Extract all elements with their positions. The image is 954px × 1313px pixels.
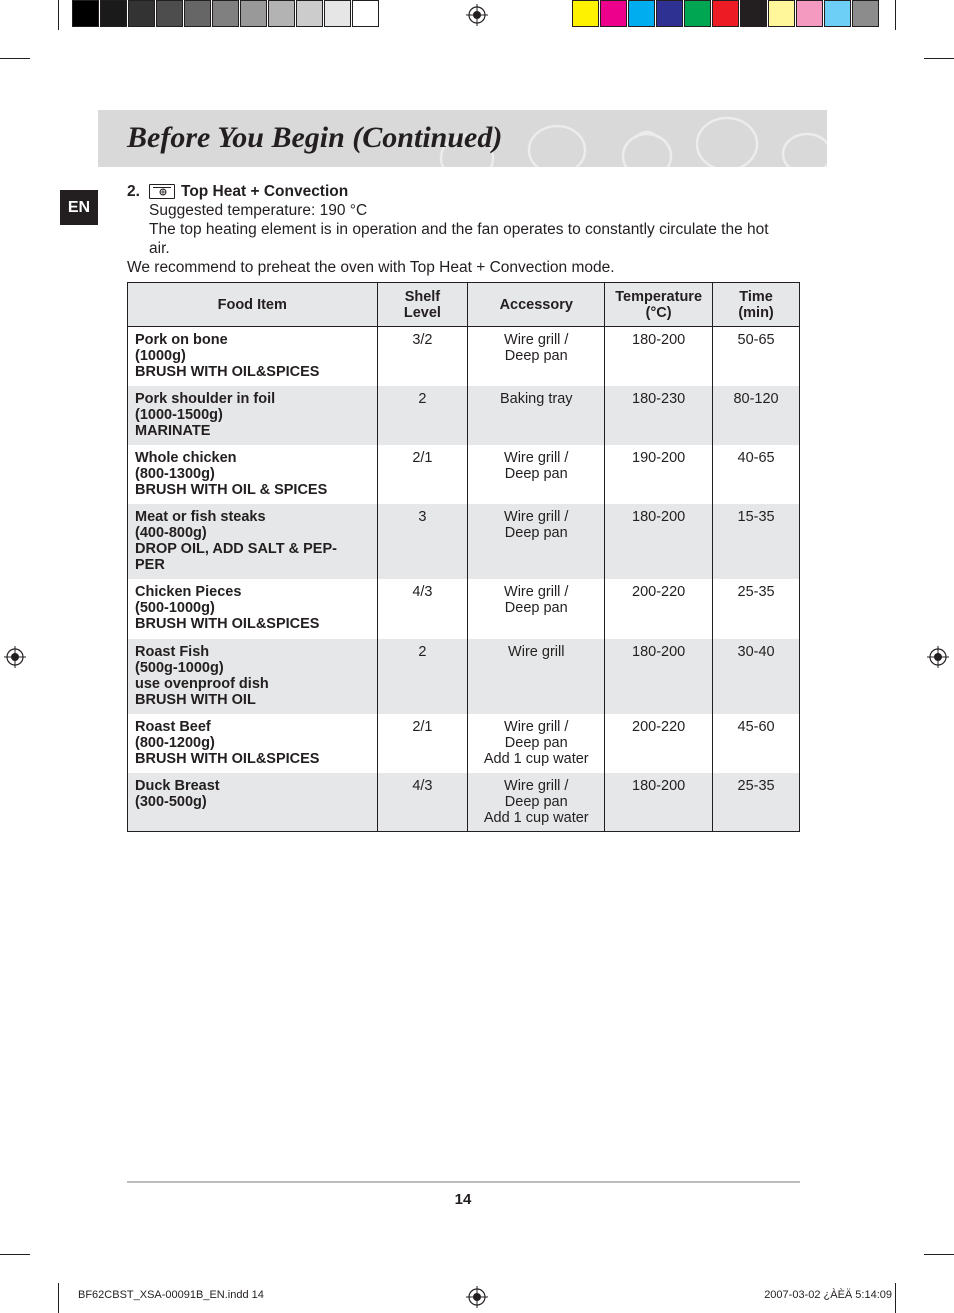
color-swatch xyxy=(240,0,267,27)
table-row xyxy=(128,445,800,504)
trim-mark xyxy=(0,58,30,59)
color-swatch xyxy=(740,0,767,27)
column-header-food: Food Item xyxy=(128,283,378,327)
column-header-time: Time (min) xyxy=(713,283,800,327)
food-item-cell-line: BRUSH WITH OIL&SPICES xyxy=(135,364,320,380)
column-header-temperature: Temperature (°C) xyxy=(605,283,713,327)
accessory-cell-line: Deep pan xyxy=(504,599,568,616)
time-cell: 50-65 xyxy=(713,327,800,386)
section-title-bar xyxy=(98,110,827,167)
grayscale-calibration-bar xyxy=(72,0,380,29)
food-item-cell-line: Pork on bone xyxy=(135,332,228,348)
color-swatch xyxy=(656,0,683,27)
shelf-level-cell: 4/3 xyxy=(377,579,468,639)
file-slug: BF62CBST_XSA-00091B_EN.indd 14 xyxy=(78,1289,264,1301)
food-item-cell xyxy=(128,504,378,579)
accessory-cell-line: Add 1 cup water xyxy=(483,809,589,826)
food-item-cell-line: Roast Beef xyxy=(135,718,211,735)
accessory-cell xyxy=(468,773,605,832)
registration-mark-icon xyxy=(466,1286,488,1308)
accessory-cell xyxy=(468,327,605,386)
cooking-guide-table xyxy=(127,282,800,832)
time-cell: 45-60 xyxy=(713,714,800,773)
food-item-cell-line: (500-1000g) xyxy=(135,599,215,616)
trim-mark xyxy=(895,1283,896,1313)
temperature-cell: 180-200 xyxy=(605,504,713,579)
trim-mark xyxy=(924,1254,954,1255)
time-cell: 80-120 xyxy=(713,386,800,445)
temperature-cell: 180-200 xyxy=(605,327,713,386)
mode-heading xyxy=(127,182,807,201)
language-tab: EN xyxy=(60,190,98,225)
food-item-cell xyxy=(128,386,378,445)
color-swatch xyxy=(72,0,99,27)
food-item-cell-line: PER xyxy=(135,556,165,573)
food-item-cell xyxy=(128,579,378,639)
temperature-cell: 180-200 xyxy=(605,639,713,714)
accessory-cell-line: Deep pan xyxy=(504,734,568,751)
accessory-cell xyxy=(468,445,605,504)
accessory-cell-line: Wire grill / xyxy=(504,449,569,466)
food-item-cell xyxy=(128,445,378,504)
table-row xyxy=(128,639,800,714)
table-row xyxy=(128,327,800,386)
page-title: Before You Begin (Continued) xyxy=(127,121,503,154)
food-item-cell xyxy=(128,773,378,832)
color-swatch xyxy=(572,0,599,27)
food-item-cell-line: Pork shoulder in foil xyxy=(135,390,276,407)
color-swatch xyxy=(128,0,155,27)
shelf-level-cell: 2 xyxy=(377,386,468,445)
table-row xyxy=(128,773,800,832)
accessory-cell-line: Add 1 cup water xyxy=(483,750,589,767)
accessory-cell-line: Deep pan xyxy=(504,524,568,541)
mode-description xyxy=(127,182,807,277)
food-item-cell-line: BRUSH WITH OIL xyxy=(135,691,256,708)
accessory-cell-line: Baking tray xyxy=(499,390,573,407)
accessory-cell-line: Wire grill / xyxy=(504,777,569,794)
trim-mark xyxy=(924,58,954,59)
table-header-row xyxy=(128,283,800,327)
table-row xyxy=(128,386,800,445)
trim-mark xyxy=(0,1254,30,1255)
footer-divider xyxy=(127,1181,800,1183)
food-item-cell-line: Roast Fish xyxy=(135,643,210,660)
food-item-cell-line: (1000g) xyxy=(135,348,186,364)
shelf-level-cell: 2 xyxy=(377,639,468,714)
food-item-cell-line: (300-500g) xyxy=(135,793,207,810)
color-swatch xyxy=(628,0,655,27)
food-item-cell xyxy=(128,714,378,773)
food-item-cell-line: (800-1200g) xyxy=(135,734,215,751)
shelf-level-cell: 2/1 xyxy=(377,445,468,504)
color-swatch xyxy=(712,0,739,27)
food-item-cell-line: Meat or fish steaks xyxy=(135,508,266,525)
temperature-cell: 180-200 xyxy=(605,773,713,832)
accessory-cell xyxy=(468,579,605,639)
mode-description-line: air. xyxy=(149,240,170,257)
color-swatch xyxy=(600,0,627,27)
temperature-cell: 200-220 xyxy=(605,579,713,639)
table-row xyxy=(128,714,800,773)
food-item-cell-line: Duck Breast xyxy=(135,777,220,794)
food-item-cell-line: (400-800g) xyxy=(135,524,207,541)
color-swatch xyxy=(684,0,711,27)
accessory-cell-line: Deep pan xyxy=(504,465,568,482)
accessory-cell-line: Wire grill / xyxy=(504,718,569,735)
color-swatch xyxy=(184,0,211,27)
accessory-cell-line: Wire grill / xyxy=(504,583,569,600)
list-number: 2. xyxy=(127,183,140,200)
shelf-level-cell: 3 xyxy=(377,504,468,579)
accessory-cell xyxy=(468,714,605,773)
color-swatch xyxy=(824,0,851,27)
suggested-temperature: Suggested temperature: 190 °C xyxy=(149,202,368,219)
accessory-cell xyxy=(468,386,605,445)
shelf-level-cell: 3/2 xyxy=(377,327,468,386)
color-swatch xyxy=(796,0,823,27)
column-header-shelf: Shelf Level xyxy=(377,283,468,327)
registration-mark-icon xyxy=(4,646,26,668)
shelf-level-cell: 2/1 xyxy=(377,714,468,773)
time-cell: 15-35 xyxy=(713,504,800,579)
trim-mark xyxy=(895,0,896,30)
table-row xyxy=(128,579,800,639)
food-item-cell xyxy=(128,639,378,714)
top-heat-convection-icon xyxy=(149,184,175,199)
color-swatch xyxy=(212,0,239,27)
time-cell: 40-65 xyxy=(713,445,800,504)
accessory-cell-line: Wire grill xyxy=(508,643,565,660)
food-item-cell-line: BRUSH WITH OIL&SPICES xyxy=(135,615,320,632)
food-item-cell-line: BRUSH WITH OIL&SPICES xyxy=(135,750,320,767)
color-swatch xyxy=(100,0,127,27)
accessory-cell xyxy=(468,504,605,579)
registration-mark-icon xyxy=(927,646,949,668)
color-calibration-bar xyxy=(572,0,880,29)
food-item-cell xyxy=(128,327,378,386)
color-swatch xyxy=(156,0,183,27)
time-cell: 25-35 xyxy=(713,579,800,639)
food-item-cell-line: (500g-1000g) xyxy=(135,659,224,676)
accessory-cell-line: Deep pan xyxy=(504,348,568,364)
temperature-cell: 180-230 xyxy=(605,386,713,445)
food-item-cell-line: use ovenproof dish xyxy=(135,675,269,692)
time-cell: 25-35 xyxy=(713,773,800,832)
registration-mark-icon xyxy=(466,4,488,26)
time-cell: 30-40 xyxy=(713,639,800,714)
food-item-cell-line: BRUSH WITH OIL & SPICES xyxy=(135,481,328,498)
food-item-cell-line: Chicken Pieces xyxy=(135,583,242,600)
color-swatch xyxy=(352,0,379,27)
color-swatch xyxy=(768,0,795,27)
food-item-cell-line: Whole chicken xyxy=(135,449,237,466)
food-item-cell-line: (800-1300g) xyxy=(135,465,215,482)
preheat-recommendation: We recommend to preheat the oven with Top Heat + Convection mode. xyxy=(127,259,615,276)
food-item-cell-line: MARINATE xyxy=(135,422,211,439)
color-swatch xyxy=(852,0,879,27)
column-header-accessory: Accessory xyxy=(468,283,605,327)
color-swatch xyxy=(268,0,295,27)
color-swatch xyxy=(296,0,323,27)
mode-description-line: The top heating element is in operation and the fan operates to constantly circulate the hot xyxy=(149,221,769,238)
accessory-cell-line: Deep pan xyxy=(504,793,568,810)
trim-mark xyxy=(58,1283,59,1313)
food-item-cell-line: (1000-1500g) xyxy=(135,406,223,423)
accessory-cell-line: Wire grill / xyxy=(504,332,569,348)
food-item-cell-line: DROP OIL, ADD SALT & PEP- xyxy=(135,540,337,557)
color-swatch xyxy=(324,0,351,27)
mode-name: Top Heat + Convection xyxy=(181,183,349,200)
temperature-cell: 200-220 xyxy=(605,714,713,773)
date-slug: 2007-03-02 ¿ÀÈÄ 5:14:09 xyxy=(764,1289,892,1301)
page-number: 14 xyxy=(454,1191,472,1208)
accessory-cell xyxy=(468,639,605,714)
trim-mark xyxy=(58,0,59,30)
accessory-cell-line: Wire grill / xyxy=(504,508,569,525)
temperature-cell: 190-200 xyxy=(605,445,713,504)
shelf-level-cell: 4/3 xyxy=(377,773,468,832)
table-row xyxy=(128,504,800,579)
